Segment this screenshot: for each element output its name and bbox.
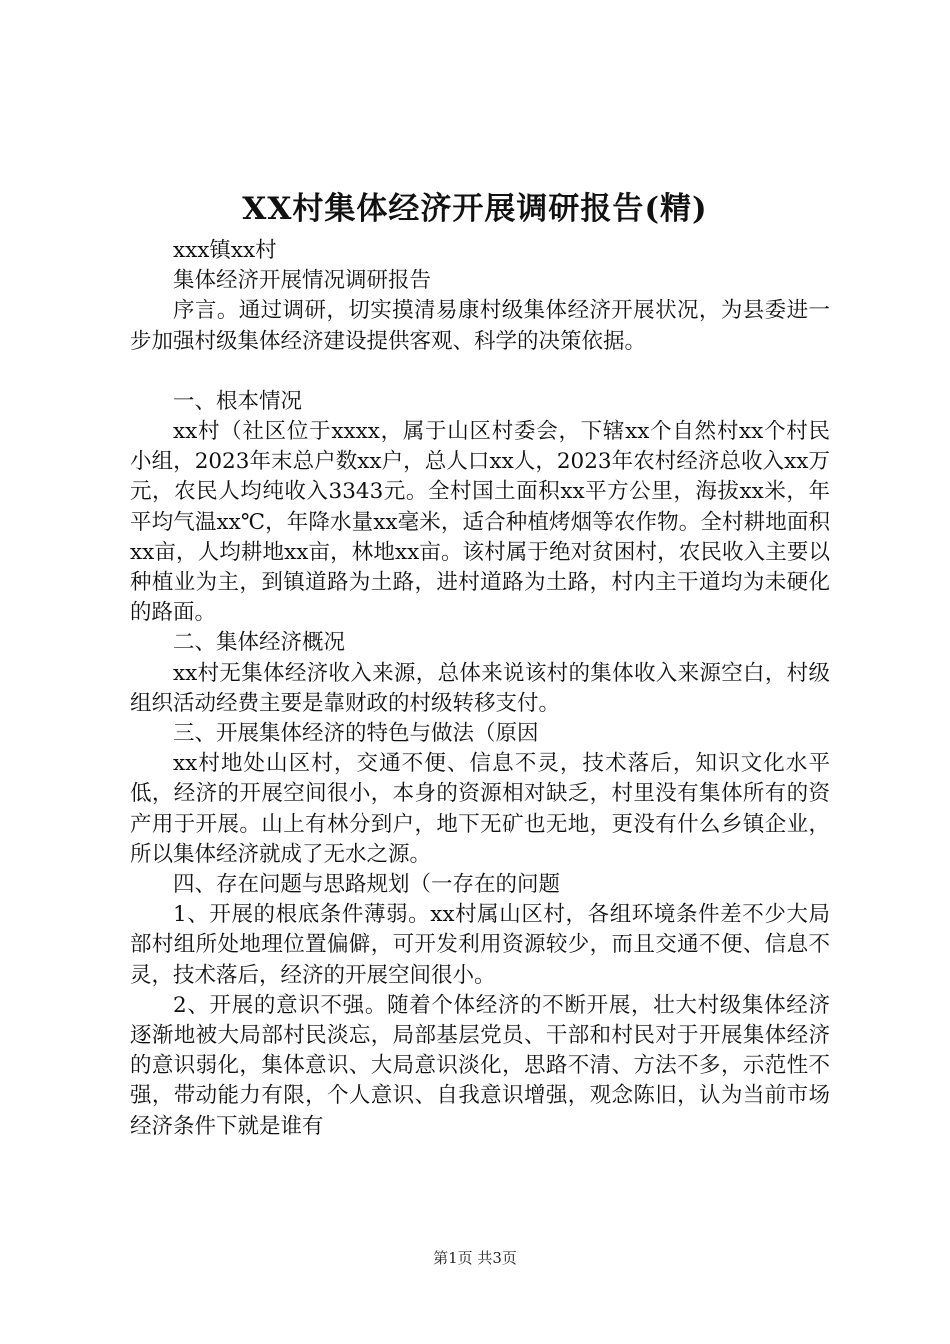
paragraph-location: xxx镇xx村 <box>173 238 277 263</box>
paragraph-preface: 序言。通过调研，切实摸清易康村级集体经济开展状况，为县委进一步加强村级集体经济建设提供客观、科学的决策依据。 <box>130 298 830 354</box>
paragraph-problem-1: 1、开展的根底条件薄弱。xx村属山区村，各组环境条件差不少大局部村组所处地理位置偏僻，可开发利用资源较少，而且交通不便、信息不灵，技术落后，经济的开展空间很小。 <box>130 902 830 988</box>
paragraph-basic-info: xx村（社区位于xxxx，属于山区村委会，下辖xx个自然村xx个村民小组，2023年末总户数xx户，总人口xx人，2023年农村经济总收入xx万元，农民人均纯收入3343元。全村国土面积xx平方公里，海拔xx米，年平均气温xx℃，年降水量xx毫米，适合种植烤烟等农作物。全村耕地面积xx亩，人均耕地xx亩，林地xx亩。该村属于绝对贫困村，农民收入主要以种植业为主，到镇道路为土路，进村道路为土路，村内主干道均为未硬化的路面。 <box>130 419 830 626</box>
paragraph-spacer <box>130 357 830 387</box>
paragraph-problem-2: 2、开展的意识不强。随着个体经济的不断开展，壮大村级集体经济逐渐地被大局部村民淡忘，局部基层党员、干部和村民对于开展集体经济的意识弱化，集体意识、大局意识淡化，思路不清、方法不多，示范性不强，带动能力有限，个人意识、自我意识增强，观念陈旧，认为当前市场经济条件下就是谁有 <box>130 992 830 1139</box>
paragraph-overview: xx村无集体经济收入来源，总体来说该村的集体收入来源空白，村级组织活动经费主要是靠财政的村级转移支付。 <box>130 660 830 716</box>
paragraph-features: xx村地处山区村，交通不便、信息不灵，技术落后，知识文化水平低，经济的开展空间很小，本身的资源相对缺乏，村里没有集体所有的资产用于开展。山上有林分到户，地下无矿也无地，更没有什么乡镇企业，所以集体经济就成了无水之源。 <box>130 751 830 867</box>
section-heading-basic: 一、根本情况 <box>173 388 303 414</box>
document-body <box>130 236 830 1142</box>
document-title: XX村集体经济开展调研报告(精) <box>242 191 708 227</box>
section-heading-overview: 二、集体经济概况 <box>173 630 346 656</box>
section-heading-features: 三、开展集体经济的特色与做法（原因 <box>173 721 539 747</box>
paragraph-report-name: 集体经济开展情况调研报告 <box>173 268 432 294</box>
section-heading-problems: 四、存在问题与思路规划（一存在的问题 <box>173 872 561 898</box>
page-footer: 第1页 共3页 <box>433 1249 517 1267</box>
